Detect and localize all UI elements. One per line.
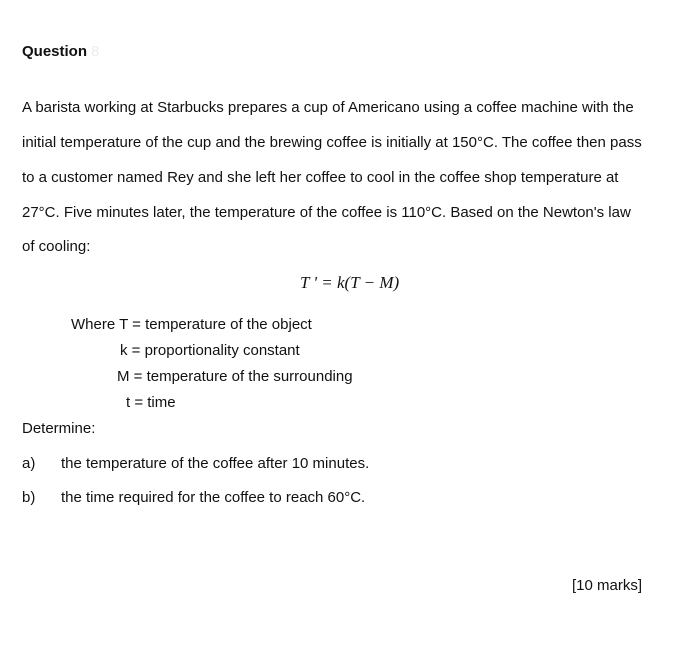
- question-heading: [22, 43, 99, 60]
- item-a-label: a): [22, 455, 36, 472]
- item-b-label: b): [22, 489, 36, 506]
- definition-M: M = temperature of the surrounding: [117, 368, 353, 385]
- item-a-text: the temperature of the coffee after 10 minutes.: [61, 455, 370, 472]
- item-b-text: the time required for the coffee to reach 60°C.: [61, 489, 366, 506]
- definition-T: Where T = temperature of the object: [71, 316, 312, 333]
- paragraph-line-2: initial temperature of the cup and the brewing coffee is initially at 150°C. The coffee then pass: [22, 134, 642, 151]
- question-number: 8: [91, 43, 100, 60]
- paragraph-line-3: to a customer named Rey and she left her coffee to cool in the coffee shop temperature at: [22, 169, 619, 186]
- marks-label: [10 marks]: [571, 577, 642, 594]
- paragraph-line-5: of cooling:: [22, 238, 91, 255]
- cooling-formula: T ' = k(T − M): [300, 273, 400, 292]
- question-title: Question: [22, 43, 88, 60]
- definition-k: k = proportionality constant: [120, 342, 300, 359]
- definition-t: t = time: [126, 394, 176, 411]
- determine-label: Determine:: [22, 420, 96, 437]
- paragraph-line-1: A barista working at Starbucks prepares a cup of Americano using a coffee machine with the: [22, 99, 634, 116]
- paragraph-line-4: 27°C. Five minutes later, the temperature of the coffee is 110°C. Based on the Newton's law: [22, 204, 631, 221]
